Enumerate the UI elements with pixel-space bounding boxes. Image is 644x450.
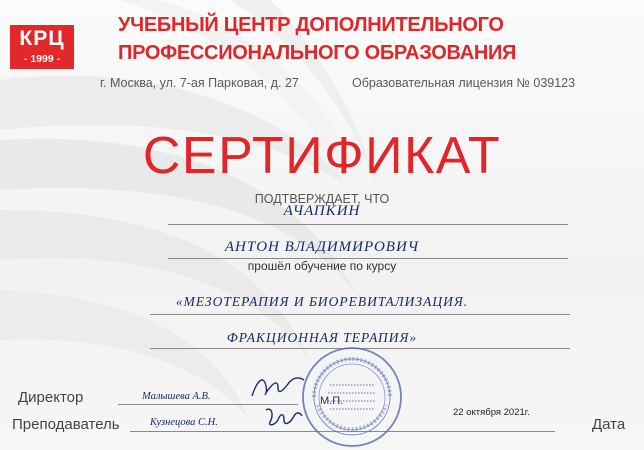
confirms-text: ПОДТВЕРЖДАЕТ, ЧТО bbox=[254, 192, 390, 206]
date-label: Дата bbox=[592, 416, 626, 433]
surname-line bbox=[168, 224, 568, 225]
teacher-label: Преподаватель bbox=[12, 416, 120, 433]
teacher-name: Кузнецова С.Н. bbox=[150, 417, 218, 428]
trained-text: прошёл обучение по курсу bbox=[247, 259, 397, 273]
seal-placeholder-mp: М.П. bbox=[320, 395, 344, 407]
course-name-line2: ФРАКЦИОННАЯ ТЕРАПИЯ» bbox=[226, 330, 418, 345]
course-name-line1: «МЕЗОТЕРАПИЯ И БИОРЕВИТАЛИЗАЦИЯ. bbox=[175, 294, 469, 309]
teacher-signature bbox=[262, 402, 304, 432]
org-name-line1: УЧЕБНЫЙ ЦЕНТР ДОПОЛНИТЕЛЬНОГО bbox=[118, 14, 504, 36]
seal-stamp bbox=[300, 345, 404, 449]
director-signature bbox=[248, 372, 308, 404]
address: г. Москва, ул. 7-ая Парковая, д. 27 bbox=[100, 76, 299, 90]
recipient-surname: АЧАПКИН bbox=[283, 203, 361, 219]
course-line1-rule bbox=[150, 314, 570, 315]
logo-year: - 1999 - bbox=[23, 53, 61, 65]
org-name-line2: ПРОФЕССИОНАЛЬНОГО ОБРАЗОВАНИЯ bbox=[118, 42, 517, 64]
logo-text: КРЦ bbox=[19, 27, 65, 50]
director-name: Малышева А.В. bbox=[142, 391, 211, 402]
issue-date: 22 октября 2021г. bbox=[453, 407, 530, 418]
certificate-title: СЕРТИФИКАТ bbox=[142, 127, 502, 185]
director-label: Директор bbox=[18, 389, 84, 406]
krc-logo bbox=[10, 25, 74, 69]
license-number: Образовательная лицензия № 039123 bbox=[352, 76, 576, 90]
recipient-given-name: АНТОН ВЛАДИМИРОВИЧ bbox=[224, 239, 420, 255]
